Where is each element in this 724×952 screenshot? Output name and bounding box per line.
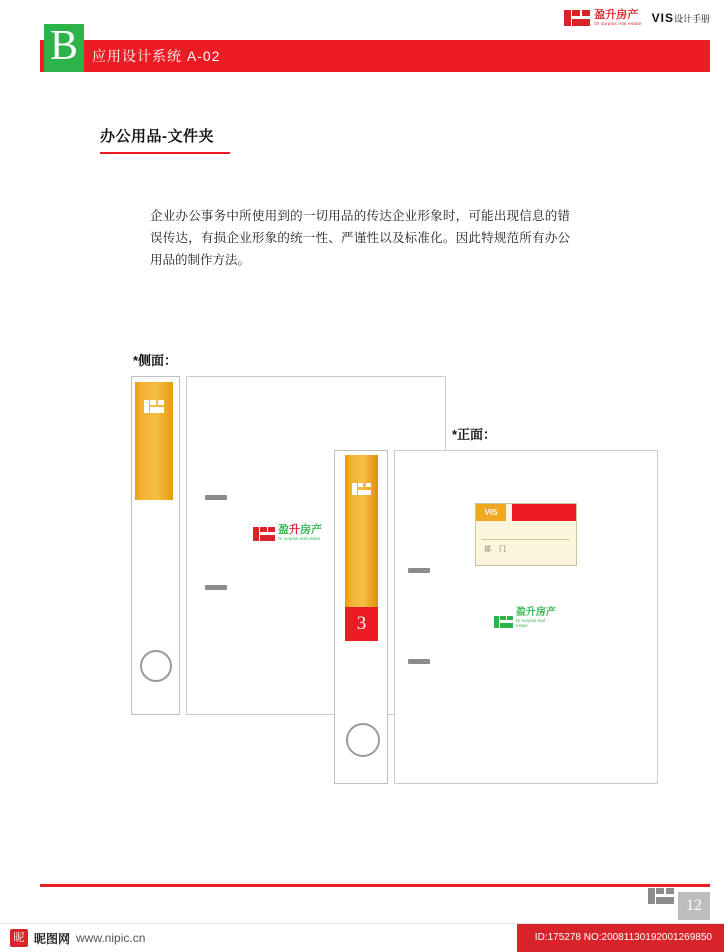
binder-2-spine-number: 3 bbox=[345, 607, 378, 641]
binder-2-logo-en: Or surplus real estate bbox=[515, 618, 545, 628]
binder-2-cover-logo bbox=[494, 608, 558, 630]
brand-logo bbox=[564, 10, 641, 26]
label-card-divider bbox=[482, 539, 570, 540]
label-card-field: 部 门 bbox=[484, 546, 509, 553]
section-letter-badge: B bbox=[44, 24, 84, 72]
label-front-view: *正面： bbox=[452, 427, 497, 442]
binder-2-spine-logo-icon bbox=[352, 483, 371, 495]
page-title: 办公用品-文件夹 bbox=[100, 128, 214, 145]
watermark-bar bbox=[0, 923, 724, 952]
binder-1-slot-bottom bbox=[205, 585, 227, 590]
binder-2-finger-ring bbox=[346, 723, 380, 757]
title-underline bbox=[100, 152, 230, 154]
binder-2-logo-cn: 盈升房产 bbox=[515, 607, 556, 618]
label-card-header bbox=[476, 504, 576, 521]
binder-2-spine-band bbox=[345, 455, 378, 607]
label-card-red-bar bbox=[512, 504, 576, 521]
binder-2-slot-bottom bbox=[408, 659, 430, 664]
binder-2-slot-top bbox=[408, 568, 430, 573]
body-paragraph: 企业办公事务中所使用到的一切用品的传达企业形象时，可能出现信息的错误传达，有损企业形象的统一性、严谨性以及标准化。因此特规范所有办公用品的制作方法。 bbox=[150, 209, 570, 267]
brand-glyph-icon bbox=[494, 616, 513, 628]
top-brand-bar bbox=[564, 10, 710, 26]
watermark-site-url: www.nipic.cn bbox=[76, 931, 146, 945]
page-number: 12 bbox=[678, 892, 710, 920]
vis-manual-label bbox=[652, 11, 710, 25]
brand-name-en: Or surplus real estate bbox=[594, 20, 642, 26]
footer-brand-glyph-icon bbox=[648, 888, 674, 904]
brand-name-cn: 盈升房产 bbox=[594, 9, 639, 21]
binder-1-logo-cn: 盈升房产 bbox=[278, 524, 322, 536]
binder-1-spine-logo-icon bbox=[144, 400, 164, 413]
watermark-brand bbox=[0, 929, 145, 947]
vis-main-text: VIS bbox=[651, 11, 674, 26]
brand-glyph-icon bbox=[253, 527, 275, 541]
vis-sub-text: 设计手册 bbox=[673, 14, 710, 25]
footer-rule bbox=[40, 884, 710, 887]
binder-1-logo-en: Or surplus real estate bbox=[278, 536, 321, 541]
label-side-view: *侧面： bbox=[133, 353, 178, 368]
binder-1-slot-top bbox=[205, 495, 227, 500]
brand-glyph-icon bbox=[564, 10, 590, 26]
binder-1-finger-ring bbox=[140, 650, 172, 682]
label-card-tab: VIS bbox=[476, 504, 506, 521]
watermark-id-text: ID:175278 NO:20081130192001269850 bbox=[517, 924, 724, 952]
header-title: 应用设计系统 A-02 bbox=[92, 48, 221, 64]
watermark-site-name: 昵图网 bbox=[34, 931, 71, 946]
nipic-logo-icon: 昵 bbox=[10, 929, 28, 947]
binder-1-cover-logo bbox=[253, 525, 327, 549]
binder-2-label-card bbox=[475, 503, 577, 566]
